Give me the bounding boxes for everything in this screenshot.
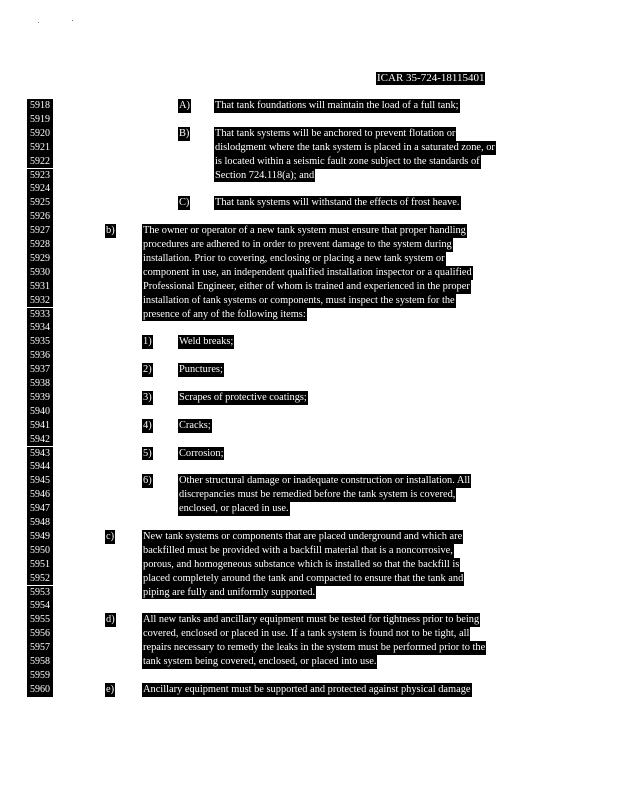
line-number: 5951 [27,558,53,572]
line-number: 5957 [27,641,53,655]
item-marker: e) [106,683,115,695]
item-text-line: All new tanks and ancillary equipment must be tested for tightness prior to being [143,614,480,626]
line-number: 5918 [27,99,53,113]
line-number: 5919 [27,113,53,127]
line-number: 5925 [27,196,53,210]
line-number: 5954 [27,599,53,613]
line-number: 5921 [27,141,53,155]
line-number: 5946 [27,488,53,502]
line-number: 5930 [27,266,53,280]
line-number: 5923 [27,169,53,183]
line-number: 5944 [27,460,53,474]
item-marker: 5) [143,447,152,459]
item-marker: 4) [143,419,152,431]
line-number: 5926 [27,210,53,224]
line-number: 5949 [27,530,53,544]
item-text-line: covered, enclosed or placed in use. If a tank system is found not to be tight, all [143,628,470,640]
item-text-line: Scrapes of protective coatings; [179,391,307,403]
item-marker: d) [106,614,115,626]
line-number: 5927 [27,224,53,238]
item-marker: B) [179,127,190,139]
line-number: 5952 [27,572,53,586]
line-number: 5950 [27,544,53,558]
line-number: 5958 [27,655,53,669]
item-text-line: component in use, an independent qualified installation inspector or a qualified [143,266,472,278]
item-text-line: Punctures; [179,364,223,376]
item-marker: 1) [143,336,152,348]
line-number: 5947 [27,502,53,516]
line-number: 5935 [27,335,53,349]
item-text-line: Cracks; [179,419,211,431]
scan-speck [38,22,39,23]
item-text-line: That tank systems will withstand the effects of frost heave. [215,197,460,209]
item-text-line: discrepancies must be remedied before the tank system is covered, [179,489,456,501]
item-text-line: installation of tank systems or components, must inspect the system for the [143,294,455,306]
line-number: 5924 [27,182,53,196]
line-number: 5937 [27,363,53,377]
item-marker: b) [106,225,115,237]
item-marker: C) [179,197,190,209]
item-text-line: New tank systems or components that are placed underground and which are [143,530,463,542]
line-number: 5943 [27,447,53,461]
item-text-line: porous, and homogeneous substance which is installed so that the backfill is [143,558,460,570]
line-number: 5932 [27,294,53,308]
line-number: 5956 [27,627,53,641]
item-text-line: The owner or operator of a new tank system must ensure that proper handling [143,225,466,237]
scan-speck [72,20,73,21]
item-text-line: Corrosion; [179,447,224,459]
line-number: 5938 [27,377,53,391]
item-text-line: tank system being covered, enclosed, or placed into use. [143,656,377,667]
item-text-line: procedures are adhered to in order to prevent damage to the system during [143,239,452,250]
item-text-line: Ancillary equipment must be supported and protected against physical damage [143,683,471,695]
line-number: 5936 [27,349,53,363]
line-number: 5948 [27,516,53,530]
item-text-line: Professional Engineer, either of whom is trained and experienced in the proper [143,280,470,292]
item-marker: 3) [143,391,152,403]
document-header-id: ICAR 35-724-18115401 [377,72,485,84]
line-number: 5941 [27,419,53,433]
line-number: 5934 [27,321,53,335]
line-number: 5920 [27,127,53,141]
item-marker: c) [106,530,115,542]
item-text-line: That tank systems will be anchored to prevent flotation or [215,127,456,139]
item-text-line: installation. Prior to covering, enclosing or placing a new tank system or [143,252,445,264]
item-text-line: is located within a seismic fault zone subject to the standards of [215,155,480,167]
item-text-line: Section 724.118(a); and [215,169,315,181]
item-text-line: That tank foundations will maintain the load of a full tank; [215,100,459,111]
line-number: 5933 [27,308,53,322]
line-number: 5942 [27,433,53,447]
item-text-line: placed completely around the tank and compacted to ensure that the tank and [143,572,464,584]
line-number: 5922 [27,155,53,169]
line-number: 5939 [27,391,53,405]
line-number: 5929 [27,252,53,266]
item-text-line: dislodgment where the tank system is placed in a saturated zone, or [215,141,495,153]
line-number: 5928 [27,238,53,252]
line-number: 5931 [27,280,53,294]
item-marker: 2) [143,364,152,376]
item-text-line: piping are fully and uniformly supported. [143,586,315,598]
item-text-line: presence of any of the following items: [143,308,306,320]
item-text-line: repairs necessary to remedy the leaks in the system must be performed prior to the [143,642,486,654]
item-text-line: backfilled must be provided with a backfill material that is a noncorrosive, [143,544,453,556]
line-number: 5940 [27,405,53,419]
item-marker: 6) [143,475,152,487]
item-text-line: enclosed, or placed in use. [179,503,289,515]
line-number: 5955 [27,613,53,627]
line-number: 5945 [27,474,53,488]
item-marker: A) [179,100,190,111]
item-text-line: Weld breaks; [179,336,234,348]
item-text-line: Other structural damage or inadequate construction or installation. All [179,475,471,487]
line-number: 5959 [27,669,53,683]
line-number: 5953 [27,586,53,600]
line-number: 5960 [27,683,53,697]
